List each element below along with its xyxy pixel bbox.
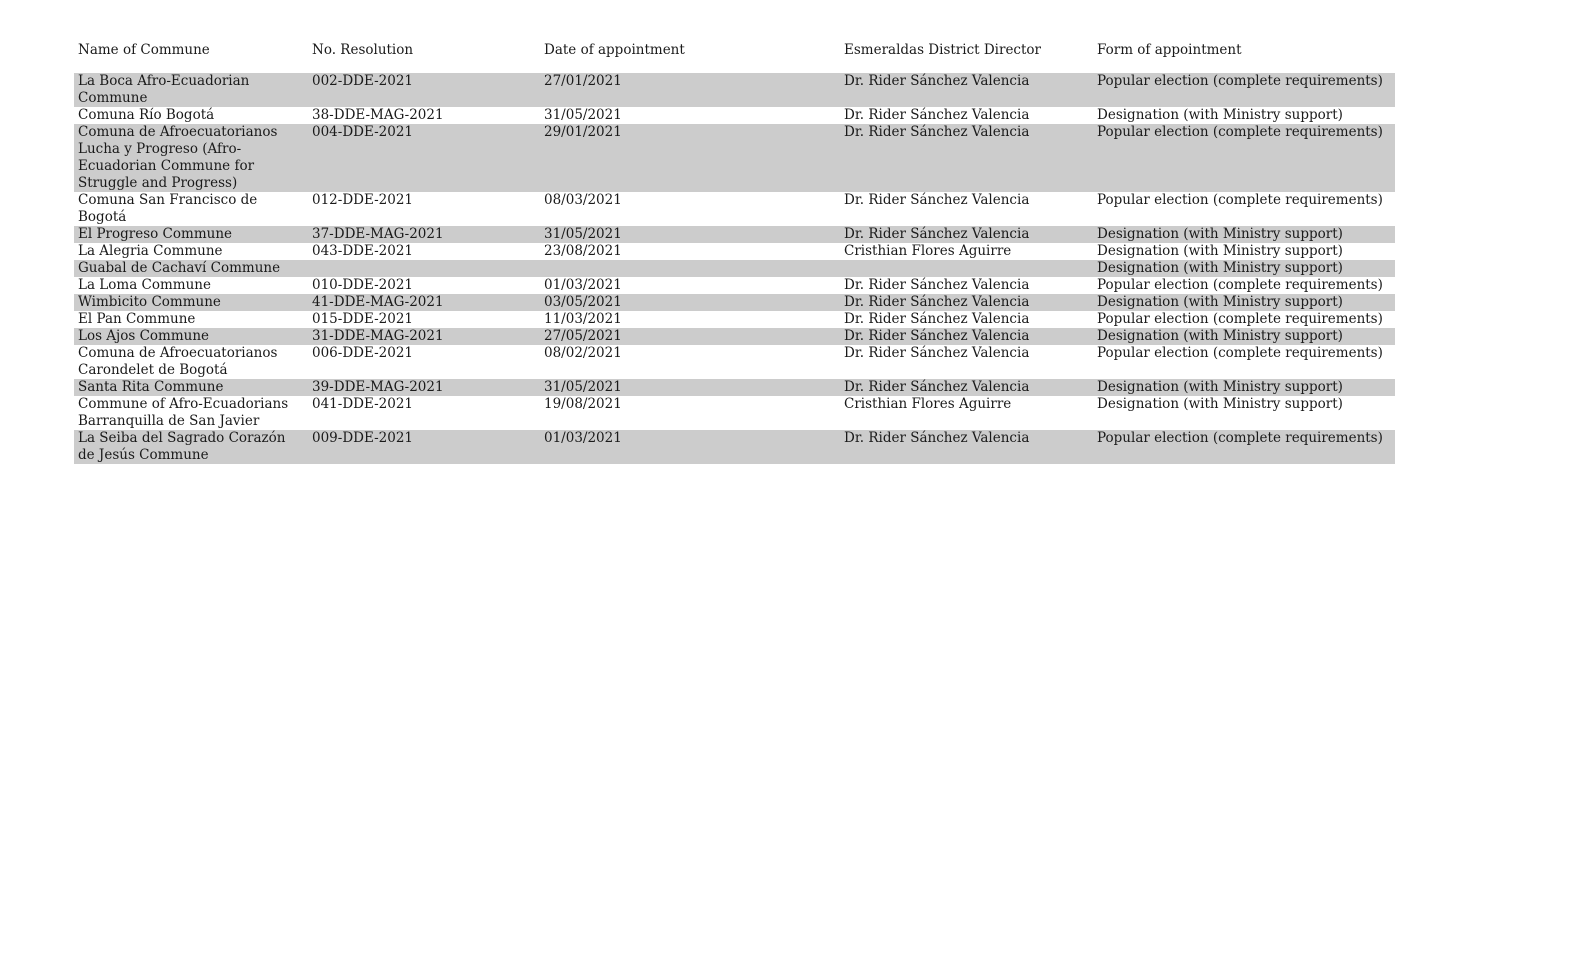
cell-form: Designation (with Ministry support): [1097, 107, 1343, 123]
cell-date: 01/03/2021: [544, 277, 622, 293]
table-row: [74, 311, 1395, 328]
cell-form: Popular election (complete requirements): [1093, 430, 1395, 464]
table-row: [74, 107, 1395, 124]
table-row: [74, 192, 1395, 226]
cell-form: Popular election (complete requirements): [1097, 311, 1383, 327]
cell-resolution: 31-DDE-MAG-2021: [308, 328, 540, 345]
cell-resolution: [308, 260, 540, 277]
cell-form: Popular election (complete requirements): [1097, 192, 1383, 208]
cell-date: 29/01/2021: [540, 124, 840, 192]
document-page: [74, 38, 1395, 464]
cell-resolution: 006-DDE-2021: [312, 345, 413, 361]
cell-resolution: 38-DDE-MAG-2021: [312, 107, 444, 123]
cell-form: Designation (with Ministry support): [1097, 243, 1343, 259]
table-header-row: [74, 38, 1395, 73]
cell-director: Dr. Rider Sánchez Valencia: [840, 430, 1093, 464]
cell-commune-name: La Loma Commune: [78, 277, 211, 293]
cell-date: 08/02/2021: [544, 345, 622, 361]
cell-commune-name: Guabal de Cachaví Commune: [74, 260, 308, 277]
header-form-of-appointment: Form of appointment: [1097, 42, 1242, 58]
cell-date: 08/03/2021: [544, 192, 622, 208]
cell-commune-name: Commune of Afro-Ecuadorians Barranquilla de San Javier: [78, 396, 289, 429]
cell-commune-name: La Boca Afro-Ecuadorian Commune: [74, 73, 308, 107]
cell-date: 27/01/2021: [540, 73, 840, 107]
cell-resolution: 009-DDE-2021: [308, 430, 540, 464]
table-row: [74, 396, 1395, 430]
table-row: [74, 73, 1395, 107]
cell-form: Popular election (complete requirements): [1093, 73, 1395, 107]
cell-director: Dr. Rider Sánchez Valencia: [840, 226, 1093, 243]
cell-date: 19/08/2021: [544, 396, 622, 412]
cell-commune-name: Santa Rita Commune: [74, 379, 308, 396]
cell-form: Popular election (complete requirements): [1097, 277, 1383, 293]
header-no-resolution: No. Resolution: [312, 42, 414, 58]
cell-resolution: 002-DDE-2021: [308, 73, 540, 107]
table-row: [74, 345, 1395, 379]
cell-date: 23/08/2021: [544, 243, 622, 259]
cell-form: Designation (with Ministry support): [1093, 260, 1395, 277]
cell-director: Cristhian Flores Aguirre: [844, 243, 1012, 259]
table-row: [74, 294, 1395, 311]
cell-director: [840, 260, 1093, 277]
cell-resolution: 39-DDE-MAG-2021: [308, 379, 540, 396]
cell-commune-name: El Progreso Commune: [74, 226, 308, 243]
header-date-of-appointment: Date of appointment: [544, 42, 685, 58]
cell-commune-name: La Alegria Commune: [78, 243, 223, 259]
header-district-director: Esmeraldas District Director: [844, 42, 1041, 58]
table-row: [74, 379, 1395, 396]
cell-director: Dr. Rider Sánchez Valencia: [840, 124, 1093, 192]
cell-date: [540, 260, 840, 277]
table-row: [74, 328, 1395, 345]
cell-commune-name: Comuna San Francisco de Bogotá: [78, 192, 258, 225]
table-row: [74, 260, 1395, 277]
table-row: [74, 430, 1395, 464]
cell-resolution: 041-DDE-2021: [312, 396, 413, 412]
cell-director: Cristhian Flores Aguirre: [844, 396, 1012, 412]
cell-director: Dr. Rider Sánchez Valencia: [840, 73, 1093, 107]
cell-commune-name: Comuna Río Bogotá: [78, 107, 215, 123]
cell-resolution: 37-DDE-MAG-2021: [308, 226, 540, 243]
cell-date: 31/05/2021: [540, 379, 840, 396]
header-name-of-commune: Name of Commune: [78, 42, 210, 58]
cell-date: 31/05/2021: [540, 226, 840, 243]
cell-resolution: 015-DDE-2021: [312, 311, 413, 327]
cell-commune-name: El Pan Commune: [78, 311, 196, 327]
cell-director: Dr. Rider Sánchez Valencia: [844, 311, 1030, 327]
table-row: [74, 277, 1395, 294]
cell-director: Dr. Rider Sánchez Valencia: [844, 192, 1030, 208]
cell-form: Designation (with Ministry support): [1093, 379, 1395, 396]
cell-resolution: 004-DDE-2021: [308, 124, 540, 192]
cell-commune-name: Wimbicito Commune: [74, 294, 308, 311]
cell-director: Dr. Rider Sánchez Valencia: [844, 345, 1030, 361]
cell-form: Designation (with Ministry support): [1093, 294, 1395, 311]
cell-commune-name: Comuna de Afroecuatorianos Lucha y Progreso (Afro-Ecuadorian Commune for Struggle and Progress): [74, 124, 308, 192]
cell-resolution: 010-DDE-2021: [312, 277, 413, 293]
cell-form: Designation (with Ministry support): [1093, 328, 1395, 345]
cell-director: Dr. Rider Sánchez Valencia: [844, 277, 1030, 293]
cell-director: Dr. Rider Sánchez Valencia: [840, 294, 1093, 311]
communes-table: [74, 38, 1395, 464]
cell-resolution: 043-DDE-2021: [312, 243, 413, 259]
cell-resolution: 41-DDE-MAG-2021: [308, 294, 540, 311]
table-row: [74, 243, 1395, 260]
table-row: [74, 226, 1395, 243]
cell-resolution: 012-DDE-2021: [312, 192, 413, 208]
cell-director: Dr. Rider Sánchez Valencia: [840, 328, 1093, 345]
cell-form: Designation (with Ministry support): [1093, 226, 1395, 243]
cell-commune-name: Comuna de Afroecuatorianos Carondelet de Bogotá: [78, 345, 278, 378]
cell-form: Designation (with Ministry support): [1097, 396, 1343, 412]
cell-form: Popular election (complete requirements): [1093, 124, 1395, 192]
table-row: [74, 124, 1395, 192]
cell-date: 27/05/2021: [540, 328, 840, 345]
cell-date: 31/05/2021: [544, 107, 622, 123]
cell-date: 01/03/2021: [540, 430, 840, 464]
cell-commune-name: La Seiba del Sagrado Corazón de Jesús Commune: [74, 430, 308, 464]
cell-director: Dr. Rider Sánchez Valencia: [844, 107, 1030, 123]
cell-date: 11/03/2021: [544, 311, 622, 327]
cell-commune-name: Los Ajos Commune: [74, 328, 308, 345]
cell-form: Popular election (complete requirements): [1097, 345, 1383, 361]
cell-director: Dr. Rider Sánchez Valencia: [840, 379, 1093, 396]
cell-date: 03/05/2021: [540, 294, 840, 311]
